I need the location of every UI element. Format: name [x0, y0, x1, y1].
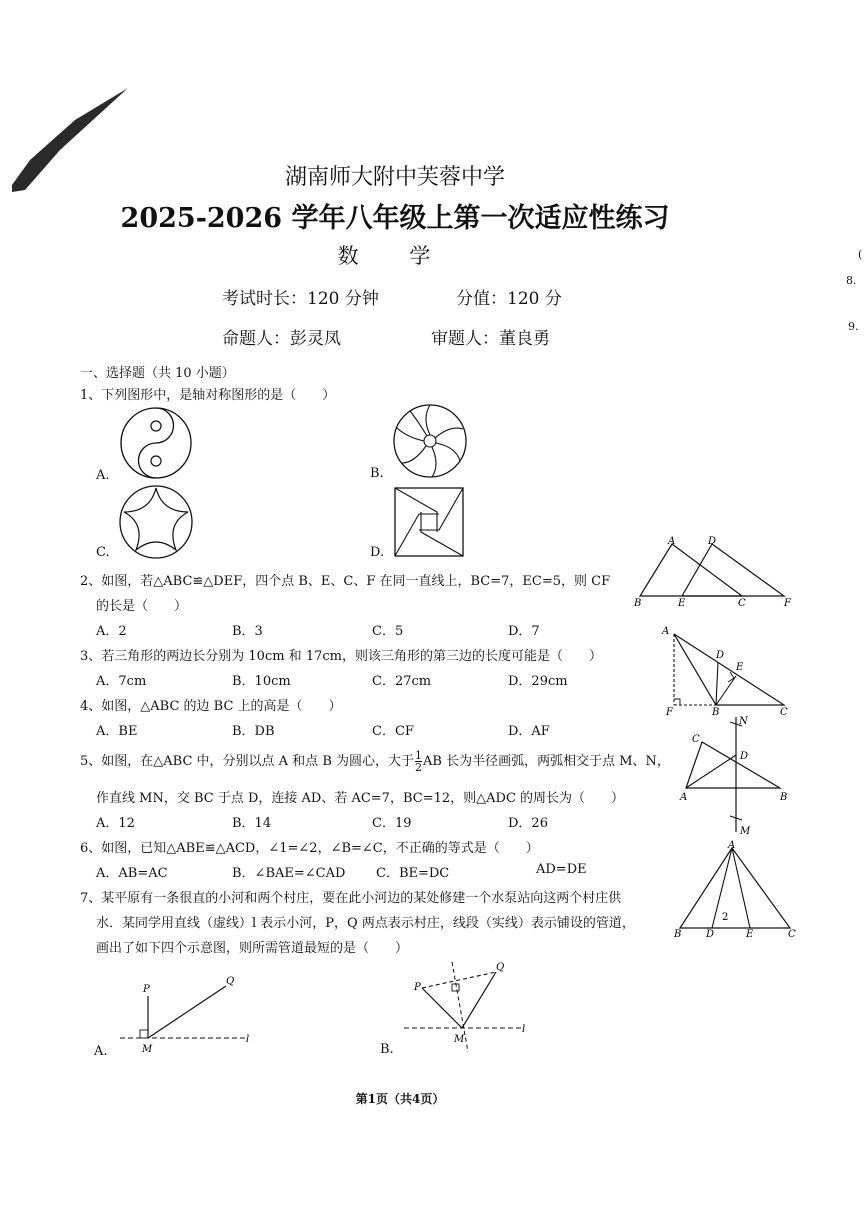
q2-option-d[interactable]: D．7: [508, 624, 540, 639]
q6-figure: [672, 838, 802, 938]
q4-label-f: F: [666, 707, 673, 718]
q2-figure: [632, 534, 802, 609]
author-label: 命题人：彭灵凤: [222, 329, 341, 349]
q7b-label-q: Q: [496, 962, 505, 973]
question-7-line-3: 画出了如下四个示意图，则所需管道最短的是（ ）: [96, 941, 409, 956]
question-2-line-1: 2、如图，若△ABC≌△DEF，四个点 B、E、C、F 在同一直线上，BC=7，EC=5，则 CF: [80, 574, 611, 589]
q2-label-d: D: [708, 536, 717, 547]
question-3-text: 3、若三角形的两边长分别为 10cm 和 17cm，则该三角形的第三边的长度可能是（ ）: [80, 649, 602, 664]
q7-option-a[interactable]: A.: [94, 1044, 108, 1059]
q7a-label-q: Q: [226, 976, 235, 987]
q1-option-c[interactable]: C.: [96, 545, 110, 560]
q4-figure: [656, 620, 796, 718]
q2-option-b[interactable]: B．3: [232, 624, 263, 639]
q5-option-d[interactable]: D．26: [508, 816, 548, 831]
q6-option-d[interactable]: AD=DE: [536, 862, 587, 877]
margin-mark-1: (: [858, 248, 863, 261]
q7a-label-l: l: [246, 1034, 250, 1045]
question-5-line-1: [80, 750, 670, 773]
q1-option-a[interactable]: A.: [96, 468, 110, 483]
q1-option-b[interactable]: B.: [370, 466, 384, 481]
question-4-text: 4、如图，△ABC 的边 BC 上的高是（ ）: [80, 699, 342, 714]
q2-label-e: E: [678, 598, 686, 609]
q6-label-e: E: [746, 929, 754, 940]
q6-option-a[interactable]: A．AB=AC: [96, 866, 168, 881]
q7-option-b[interactable]: B.: [380, 1042, 394, 1057]
duration-label: 考试时长：120 分钟: [222, 289, 379, 309]
q4-label-b: B: [712, 707, 720, 718]
question-5-line-2: 作直线 MN，交 BC 于点 D，连接 AD、若 AC=7，BC=12，则△ADC 的周长为（ ）: [96, 791, 625, 806]
q6-label-2: 2: [722, 912, 729, 923]
q4-option-a[interactable]: A．BE: [96, 724, 138, 739]
q2-label-f: F: [784, 598, 791, 609]
exam-title: 2025-2026 学年八年级上第一次适应性练习: [120, 203, 670, 234]
q1-option-d[interactable]: D.: [370, 545, 385, 560]
q2-label-b: B: [634, 598, 642, 609]
q5-label-b: B: [780, 792, 788, 803]
q7b-label-l: l: [522, 1024, 526, 1035]
q7b-label-p: P: [414, 982, 421, 993]
q7a-label-p: P: [143, 984, 150, 995]
q1-figure-b: [392, 403, 472, 483]
q5-figure: [678, 712, 798, 837]
q5-label-c: C: [692, 734, 700, 745]
question-2-line-2: 的长是（ ）: [96, 599, 188, 614]
q2-option-c[interactable]: C．5: [372, 624, 404, 639]
q1-figure-c: [118, 484, 198, 564]
q4-label-c: C: [780, 707, 788, 718]
q7-figure-a: [118, 972, 268, 1057]
q5-label-d: D: [740, 751, 749, 762]
q4-label-a: A: [662, 626, 670, 637]
q5-option-c[interactable]: C．19: [372, 816, 412, 831]
q2-label-c: C: [738, 598, 746, 609]
question-6-text: 6、如图，已知△ABE≌△ACD，∠1=∠2，∠B=∠C，不正确的等式是（ ）: [80, 841, 539, 856]
reviewer-label: 审题人：董良勇: [431, 329, 550, 349]
q3-option-d[interactable]: D．29cm: [508, 674, 568, 689]
q5-option-b[interactable]: B．14: [232, 816, 272, 831]
q6-option-c[interactable]: C．BE=DC: [376, 866, 450, 881]
school-name: 湖南师大附中芙蓉中学: [284, 165, 505, 190]
q3-option-b[interactable]: B．10cm: [232, 674, 291, 689]
q4-option-d[interactable]: D．AF: [508, 724, 550, 739]
subject-title: 数 学: [337, 244, 453, 268]
section-title: 一、选择题（共 10 小题）: [80, 366, 235, 381]
q6-label-b: B: [674, 929, 682, 940]
q5-fraction: $\frac{1}{2}$: [415, 749, 423, 774]
margin-mark-3: 9.: [848, 320, 859, 333]
question-7-line-1: 7、某平原有一条很直的小河和两个村庄，要在此小河边的某处修建一个水泵站向这两个村庄供: [80, 891, 622, 906]
q6-label-a: A: [728, 840, 736, 851]
q4-label-d: D: [716, 650, 725, 661]
question-1-text: 1、下列图形中，是轴对称图形的是（ ）: [80, 388, 336, 403]
score-label: 分值：120 分: [456, 289, 562, 309]
q3-option-a[interactable]: A．7cm: [96, 674, 147, 689]
q5-label-n: N: [739, 716, 748, 727]
q1-figure-a: [118, 405, 198, 485]
q1-figure-d: [393, 486, 473, 566]
q7b-label-m: M: [454, 1034, 465, 1045]
q6-label-d: D: [706, 929, 715, 940]
q2-option-a[interactable]: A．2: [96, 624, 127, 639]
q2-label-a: A: [668, 536, 676, 547]
q7-figure-b: [402, 960, 552, 1055]
q6-option-b[interactable]: B．∠BAE=∠CAD: [232, 866, 346, 881]
q5-option-a[interactable]: A．12: [96, 816, 135, 831]
q4-label-e: E: [736, 662, 744, 673]
q4-option-b[interactable]: B．DB: [232, 724, 275, 739]
margin-mark-2: 8.: [846, 274, 857, 287]
q4-option-c[interactable]: C．CF: [372, 724, 414, 739]
page-footer: 第1页（共4页）: [355, 1092, 445, 1106]
q5-text-a: 5、如图，在△ABC 中，分别以点 A 和点 B 为圆心，大于: [80, 754, 415, 769]
question-7-line-2: 水．某同学用直线（虚线）l 表示小河，P，Q 两点表示村庄，线段（实线）表示铺设的管道，: [96, 916, 635, 931]
q5-text-b: AB 长为半径画弧，两弧相交于点 M、N，: [423, 754, 670, 769]
q6-label-c: C: [788, 929, 796, 940]
q7a-label-m: M: [142, 1044, 153, 1055]
q3-option-c[interactable]: C．27cm: [372, 674, 432, 689]
q5-label-a: A: [680, 792, 688, 803]
q5-label-m: M: [740, 826, 751, 837]
